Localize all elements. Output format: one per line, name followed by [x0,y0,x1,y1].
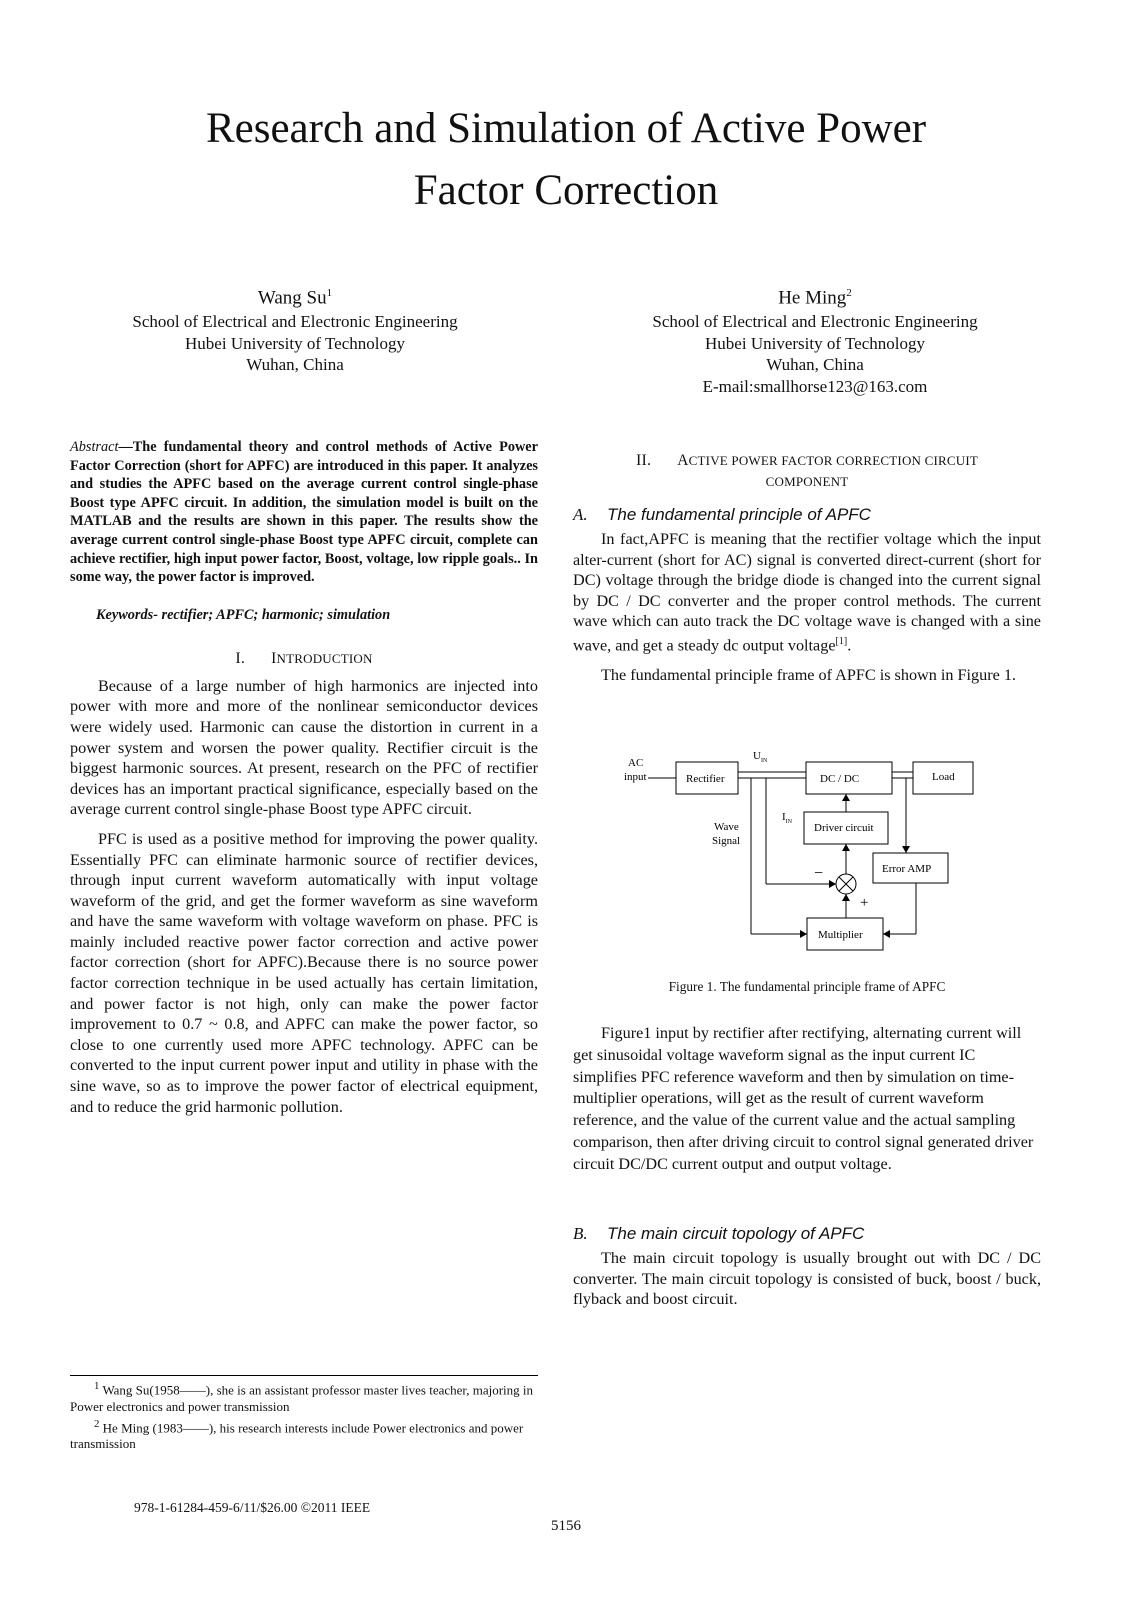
u-symbol: U [753,750,761,762]
figure-1-caption: Figure 1. The fundamental principle frame of APFC [668,979,946,994]
section-heading-1 [70,650,538,668]
left-column [70,438,538,1126]
dcdc-label: DC / DC [820,773,860,785]
author-sup: 1 [326,287,333,299]
ac-label: AC [628,757,644,769]
plus-sign: + [860,895,869,911]
subsection-heading-b [573,1224,1041,1244]
section-heading-line-2: COMPONENT [765,474,849,489]
paragraph [573,529,1041,656]
author-affil-1: School of Electrical and Electronic Engineering [132,312,458,332]
i-label [782,811,793,825]
subsection-letter: B. [573,1224,588,1243]
title-line-2: Factor Correction [413,167,719,214]
author-block-1 [70,280,520,376]
error-amp-label: Error AMP [882,863,932,875]
right-column [573,452,1041,695]
subsection-a-body [573,529,1041,686]
input-label: input [624,771,647,783]
author-affil-2: Hubei University of Technology [185,333,405,353]
section-number: I. [235,649,246,667]
section-heading-line-1 [573,452,1041,470]
footnote-2 [70,1416,538,1454]
figure-1-diagram [618,750,990,960]
paragraph: Figure1 input by rectifier after rectifying, alternating current will get sinusoidal voltage waveform signal as the input current IC simplifies PFC reference waveform and then by simulation on time-multiplier operations, will get as the result of current waveform reference, and the value of the current value and the actual sampling comparison, then after driving circuit to control signal generated driver circuit DC/DC current output and output voltage. [573,1024,1034,1173]
i-symbol: I [782,811,786,823]
subsection-title: The fundamental principle of APFC [607,505,871,524]
section-rest: NTRODUCTION [276,650,373,666]
minus-sign: − [814,865,824,882]
i-subscript: IN [785,819,793,825]
citation: [1] [835,635,848,647]
paragraph-text: In fact,APFC is meaning that the rectifier voltage which the input alter-current (short for AC) signal is converted direct-current (short for DC) voltage through the bridge diode is changed into the current signal by DC / DC converter and the proper control methods. The current wave which can auto track the DC voltage wave is changed with a sine wave, and get a steady dc output voltage [573,530,1041,655]
author-name [590,280,1040,311]
section-rest: CTIVE POWER FACTOR CORRECTION CIRCUIT [688,453,978,468]
author-email[interactable]: E-mail:smallhorse123@163.com [702,376,928,396]
abstract-text: The fundamental theory and control methods of Active Power Factor Correction (short for APFC) are introduced in this paper. It analyzes and studies the APFC based on the average current control single-phase Boost type APFC circuit. In addition, the simulation model is built on the MATLAB and the results are shown in this paper. The results show the average current control single-phase Boost type APFC circuit, complete can achieve rectifier, high input power factor, Boost, voltage, low ripple goals.. In some way, the power factor is improved. [70,439,538,586]
paragraph: The fundamental principle frame of APFC is shown in Figure 1. [601,665,1016,684]
author-affil-1: School of Electrical and Electronic Engineering [652,312,978,332]
footnote-1 [70,1378,538,1416]
figure-1-description [573,1023,1041,1185]
author-name-text: Wang Su [257,287,327,309]
subsection-title: The main circuit topology of APFC [607,1224,865,1243]
u-label [753,750,768,764]
title-line-1: Research and Simulation of Active Power [205,105,927,152]
author-name [70,280,520,311]
wave-label: Wave [714,821,739,833]
subsection-b-body [573,1248,1041,1310]
u-subscript: IN [760,758,768,764]
multiplier-label: Multiplier [818,929,863,941]
footnote-text: Wang Su(1958——), she is an assistant professor master lives teacher, majoring in Power electronics and power transmission [70,1382,534,1414]
page-number: 5156 [551,1518,581,1534]
keywords: Keywords- rectifier; APFC; harmonic; simulation [96,606,391,623]
abstract-dash: — [118,439,133,455]
subsection-letter: A. [573,505,588,524]
footnote-marker: 2 [94,1417,100,1430]
author-name-text: He Ming [778,287,847,309]
signal-label: Signal [712,835,741,847]
subsection-b [573,1224,1041,1319]
author-affil-3: Wuhan, China [766,355,864,375]
section-first-letter: I [271,649,277,667]
section-number: II. [636,452,652,469]
footnotes [70,1378,538,1453]
paragraph-end: . [847,636,852,655]
paper-title [0,98,1132,222]
subsection-heading-a [573,505,1041,525]
footnote-marker: 1 [94,1380,100,1392]
author-affil-3: Wuhan, China [246,355,344,375]
section-first-letter: A [677,452,689,469]
driver-label: Driver circuit [814,822,874,834]
author-affil-2: Hubei University of Technology [705,333,925,353]
load-label: Load [932,771,955,783]
abstract-label: Abstract [70,439,119,455]
abstract [70,438,538,587]
author-sup: 2 [846,287,852,299]
section-heading-2 [573,452,1041,490]
section-1-body [70,676,538,1117]
isbn-line: 978-1-61284-459-6/11/$26.00 ©2011 IEEE [134,1500,371,1515]
footnote-text: He Ming (1983——), his research interests include Power electronics and power transmission [70,1419,524,1452]
footnote-rule [70,1375,538,1376]
paragraph: PFC is used as a positive method for improving the power quality. Essentially PFC can eliminate harmonic source of rectifier devices, through input current waveform automatically with input voltage waveform of the grid, and get the former waveform as sine waveform and have the same waveform with voltage waveform on phase. PFC is mainly included reactive power factor correction and active power factor correction (short for APFC).Because there is no source power factor correction technique in be used actually has certain limitation, and power factor is not high, only can make the power factor improvement to 0.7 ~ 0.8, and APFC can make the power factor, so close to one currently used more APFC technology. APFC can be converted to the input current power input and utility in phase with the sine wave, so as to improve the power factor of electrical equipment, and to reduce the grid harmonic pollution. [70,829,538,1116]
author-block-2 [590,280,1040,397]
paragraph: The main circuit topology is usually brought out with DC / DC converter. The main circuit topology is consisted of buck, boost / buck, flyback and boost circuit. [573,1249,1041,1309]
paragraph: Because of a large number of high harmonics are injected into power with more and more of the nonlinear semiconductor devices were widely used. Harmonic can cause the distortion in current in a power system and worsen the power quality. Rectifier circuit is the biggest harmonic sources. At present, research on the PFC of rectifier devices has an important practical significance, especially based on the average current control single-phase Boost type APFC circuit. [70,676,538,819]
rectifier-label: Rectifier [686,773,725,785]
